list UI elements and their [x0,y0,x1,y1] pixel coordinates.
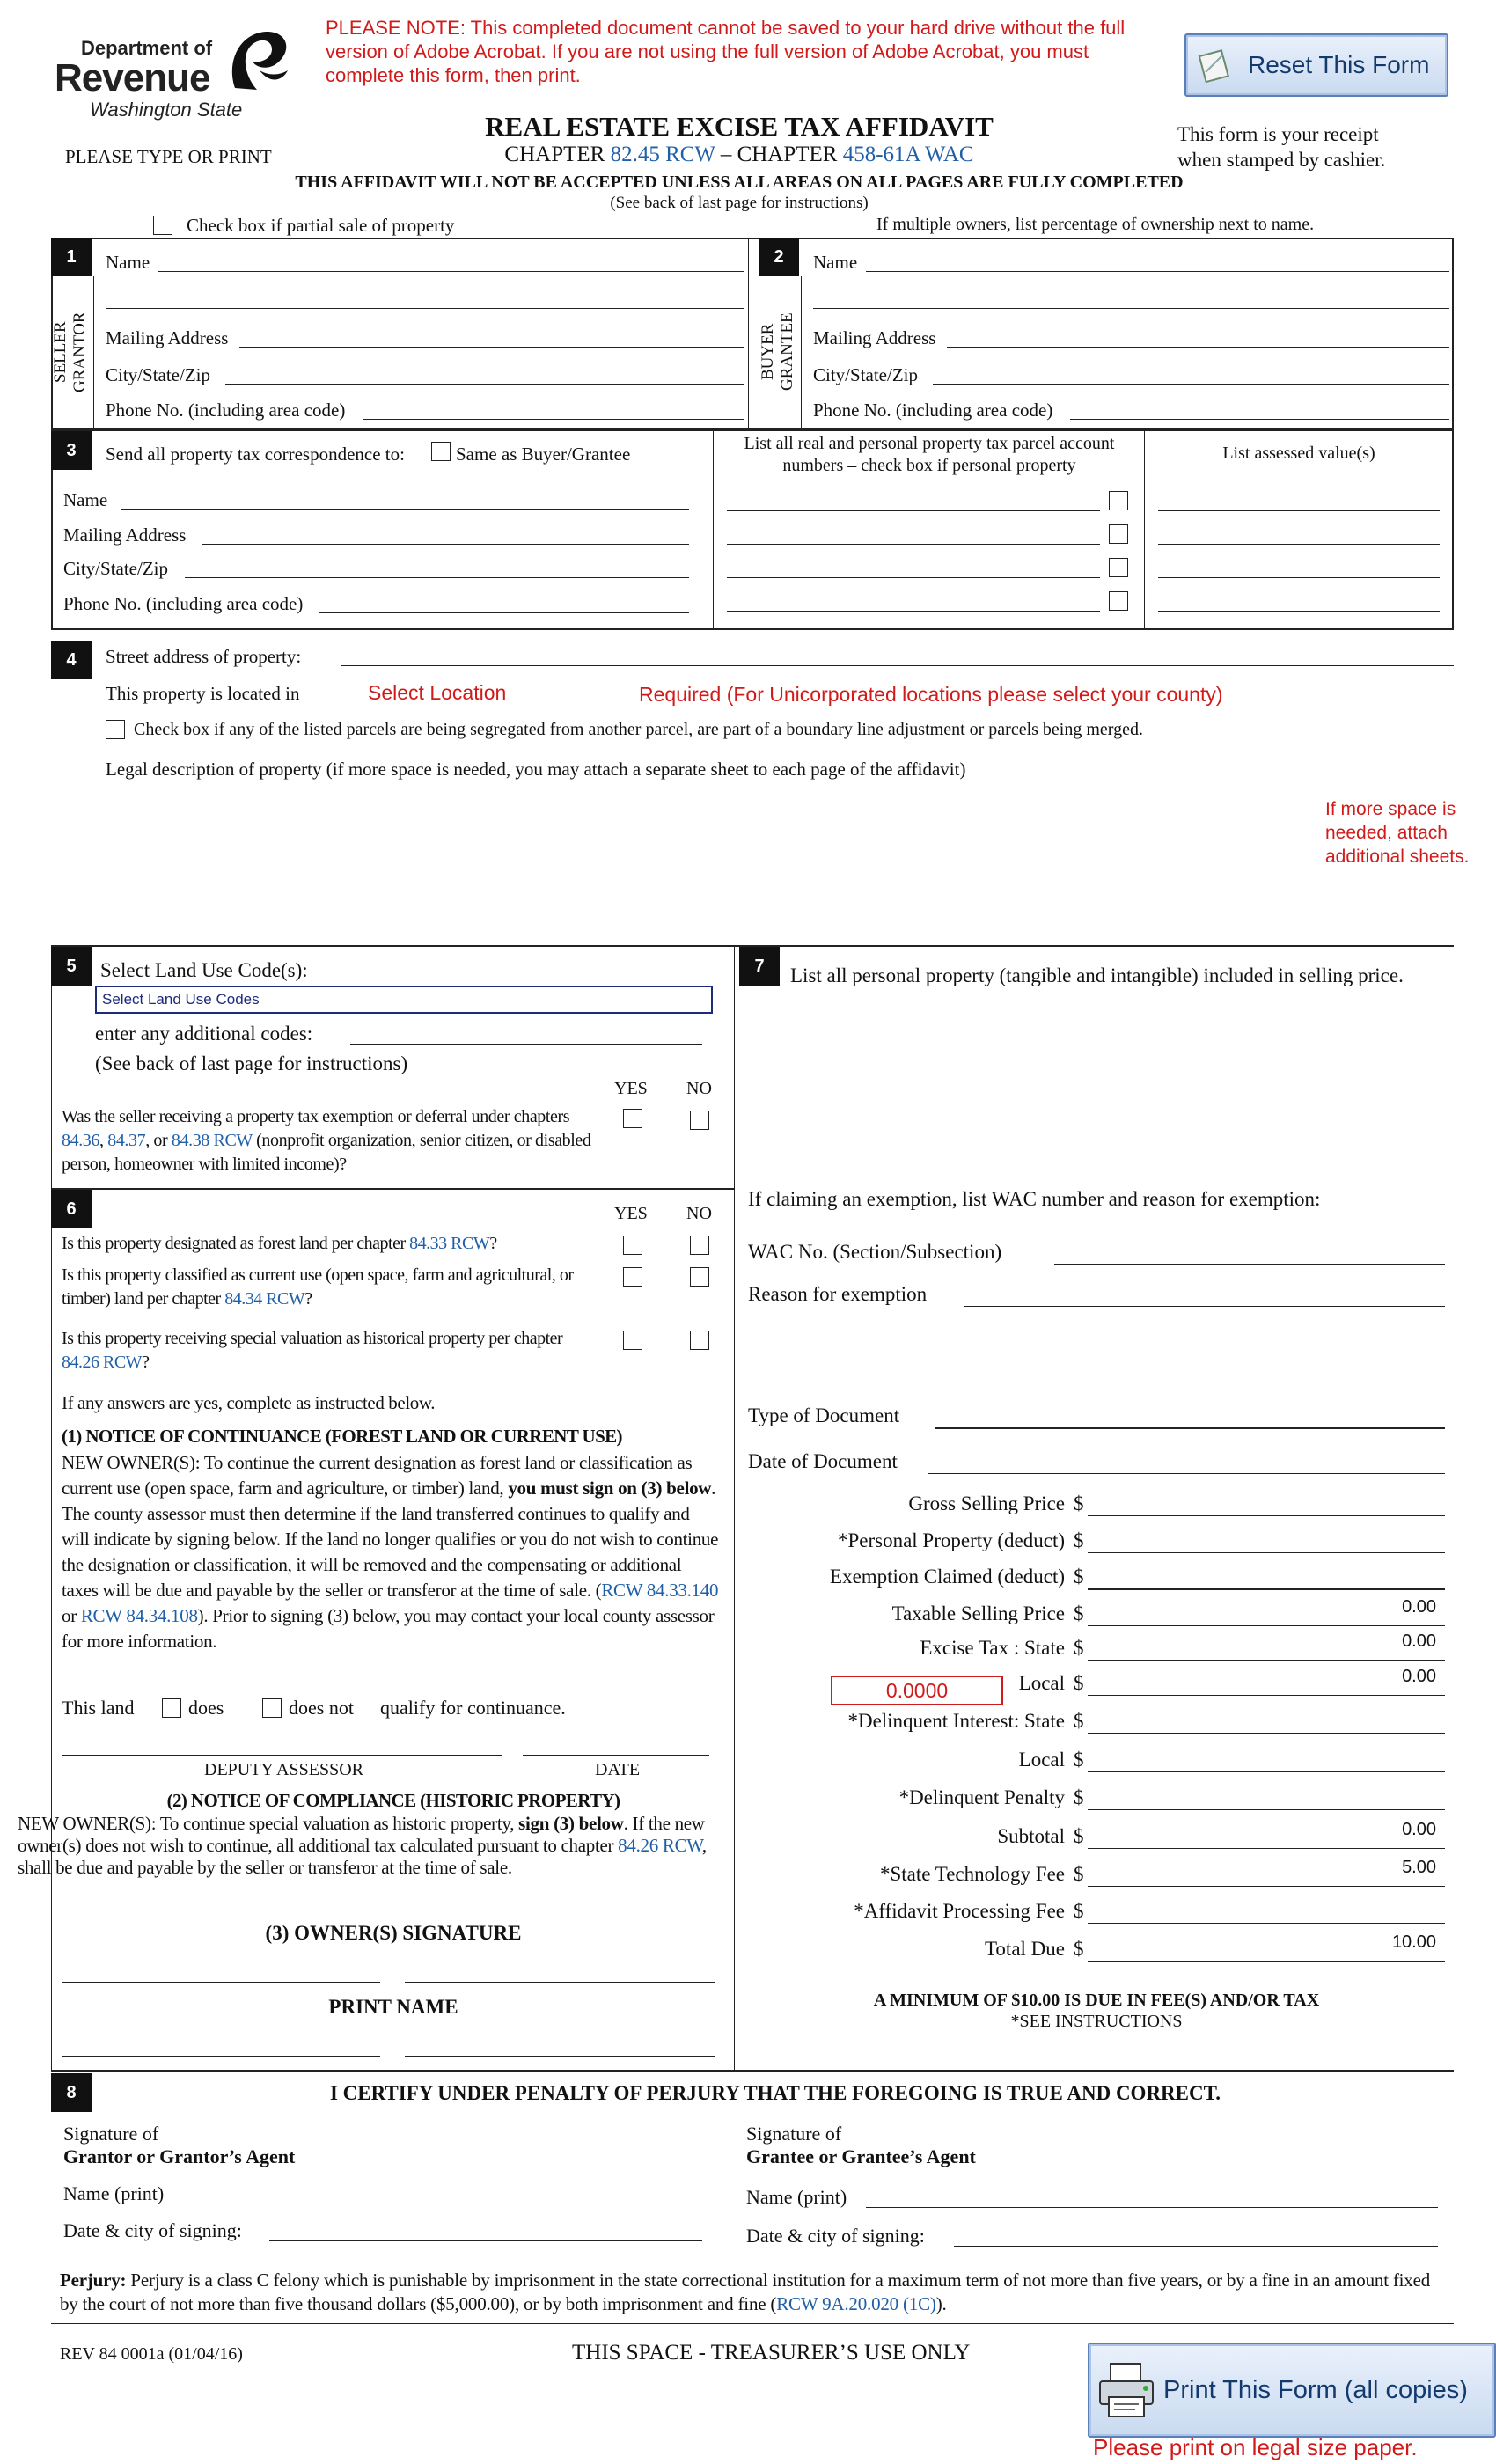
parcel-3-input[interactable] [727,577,1100,578]
additional-codes-label: enter any additional codes: [95,1023,313,1045]
notice2-c: , shall be due and payable by the seller or transferor at the time of sale. [18,1835,707,1878]
fee-label: Local [1018,1749,1065,1771]
fee-dollar-sign: $ [1074,1900,1084,1922]
notice1-a: NEW OWNER(S): To continue the current designation as forest land or classification as current use (open space, farm and agriculture, or timber) land, [62,1452,693,1499]
parcel-1-checkbox[interactable] [1109,491,1128,510]
seller-city-input[interactable] [225,384,744,385]
s6-q3-text: Is this property receiving special valuation as historical property per chapter [62,1329,563,1348]
treasurer-use-only: THIS SPACE - TREASURER’S USE ONLY [572,2341,971,2365]
exemption-label: If claiming an exemption, list WAC number and reason for exemption: [748,1188,1321,1210]
notice1-b: . The county assessor must then determine if the land transferred continues to qualify and will indicate by signing below. If the land no longer qualifies or you do not wish to continue the designation or classification, it will be removed and the compensating or additional taxes will be due and payable by the seller or transferor at the time of sale. ( [62,1478,719,1601]
s3-phone-label: Phone No. (including area code) [63,593,304,614]
s6-q2-no-checkbox[interactable] [690,1267,709,1287]
fee-label: Excise Tax : State [920,1637,1065,1659]
notice2-bold: sign (3) below [518,1813,624,1834]
s5-or: , or [145,1131,168,1150]
fee-label: Local [1018,1672,1065,1694]
rcw-84-26-link[interactable]: 84.26 RCW [62,1353,143,1372]
dor-logo [55,26,301,123]
printer-icon [1095,2358,1158,2422]
s6-no-header: NO [686,1204,712,1223]
fee-label: Subtotal [997,1825,1065,1847]
fee-dollar-sign: $ [1074,1938,1084,1960]
additional-codes-input[interactable] [350,1044,702,1045]
seller-mailing-input[interactable] [239,347,744,348]
s6-q1-yes-checkbox[interactable] [623,1236,642,1255]
parcel-2-input[interactable] [727,544,1100,545]
s6-q1-no-checkbox[interactable] [690,1236,709,1255]
notice1-bold: you must sign on (3) below [508,1478,712,1499]
select-location-dropdown[interactable]: Select Location [368,681,507,704]
personal-property-input[interactable] [748,1021,1443,1170]
grantor-date-input[interactable] [269,2240,702,2241]
parcel-header: List all real and personal property tax parcel account numbers – check box if personal property [744,434,1115,475]
wac-input[interactable] [1054,1264,1445,1265]
same-as-buyer-label: Same as Buyer/Grantee [456,444,631,465]
segregated-checkbox[interactable] [106,720,125,739]
rcw-84-26-notice-link[interactable]: 84.26 RCW [618,1835,702,1856]
deputy-assessor-label: DEPUTY ASSESSOR [204,1760,363,1779]
seller-grantor-label: SELLER GRANTOR [51,312,89,392]
land-use-dropdown[interactable] [95,986,713,1014]
section-8-number: 8 [51,2073,92,2112]
multiple-owners-note: If multiple owners, list percentage of ownership next to name. [876,215,1315,234]
date-label: DATE [595,1760,641,1779]
assessed-2-input[interactable] [1158,544,1440,545]
seller-mailing-label: Mailing Address [106,327,229,348]
rcw-9a-20-020-link[interactable]: RCW 9A.20.020 (1C) [776,2293,936,2314]
s6-q2-yes-checkbox[interactable] [623,1267,642,1287]
logo-line2: Revenue [55,56,210,99]
buyer-mailing-label: Mailing Address [813,327,936,348]
parcel-2-checkbox[interactable] [1109,524,1128,544]
fee-input[interactable] [1088,1848,1445,1849]
fee-label: *Delinquent Interest: State [847,1710,1065,1732]
chapter-wac-link[interactable]: 458-61A WAC [842,143,974,166]
s3-city-label: City/State/Zip [63,558,168,579]
chapter-line [370,143,1109,167]
minimum-due-note: A MINIMUM OF $10.00 IS DUE IN FEE(S) AND/OR TAX [873,1991,1320,2010]
buyer-name2-input[interactable] [813,308,1449,309]
fee-dollar-sign: $ [1074,1786,1084,1808]
rcw-84-36-link[interactable]: 84.36 [62,1131,100,1150]
personal-property-label: List all personal property (tangible and intangible) included in selling price. [790,964,1404,986]
grantor-agent-label: Grantor or Grantor’s Agent [63,2145,296,2167]
s3-name-label: Name [63,489,108,510]
s3-mailing-input[interactable] [202,544,689,545]
perjury-text: Perjury is a class C felony which is punishable by imprisonment in the state correctional institution for a maximum term of not more than five years, or by a fine in an amount fixed by the court of not more than five thousand dollars ($5,000.00), or by both imprisonment and fine ( [60,2270,1431,2314]
partial-sale-label: Check box if partial sale of property [187,215,455,236]
perjury-notice [60,2269,1450,2316]
grantor-name-label: Name (print) [63,2182,165,2204]
rcw-84-33-140-link[interactable]: RCW 84.33.140 [601,1580,719,1601]
s6-q3-yes-checkbox[interactable] [623,1331,642,1350]
reason-input-2[interactable] [748,1320,1445,1390]
owner-signature-2-input[interactable] [405,1982,715,1983]
local-rate-box[interactable] [831,1676,1003,1705]
parcel-4-input[interactable] [727,611,1100,612]
fee-label: Exemption Claimed (deduct) [830,1566,1065,1588]
fee-input[interactable] [1088,1515,1445,1516]
fee-dollar-sign: $ [1074,1749,1084,1771]
fee-dollar-sign: $ [1074,1863,1084,1885]
if-yes-note: If any answers are yes, complete as instructed below. [62,1392,436,1413]
rcw-84-38-link[interactable]: 84.38 RCW [171,1131,253,1150]
chapter-prefix: CHAPTER [504,143,605,166]
street-address-input[interactable] [341,665,1454,666]
certify-statement: I CERTIFY UNDER PENALTY OF PERJURY THAT THE FOREGOING IS TRUE AND CORRECT. [329,2082,1221,2104]
chapter-dash: – CHAPTER [720,143,838,166]
grantee-agent-label: Grantee or Grantee’s Agent [746,2145,976,2167]
assessor-date-input[interactable] [523,1755,709,1756]
fee-input[interactable] [1088,1923,1445,1924]
section-2-number: 2 [759,238,799,276]
form-title: REAL ESTATE EXCISE TAX AFFIDAVIT [485,111,994,142]
notice2-b: . If the new owner(s) does not wish to continue, all additional tax calculated pursuant to chapter [18,1813,705,1856]
acrobat-note: PLEASE NOTE: This completed document cannot be saved to your hard drive without the full version of Adobe Acrobat. If you are not using the full version of Adobe Acrobat, you must complete this form, then print. [326,17,1126,86]
notice1-c: ). Prior to signing (3) below, you may contact your local county assessor for more information. [62,1605,715,1652]
fee-value: 0.00 [1402,1820,1436,1839]
does-label: does [188,1697,224,1719]
fee-dollar-sign: $ [1074,1529,1084,1551]
legal-description-input[interactable] [106,788,1302,929]
seller-phone-input[interactable] [363,419,744,420]
assessed-1-input[interactable] [1158,510,1440,511]
fee-input[interactable] [1088,1625,1445,1626]
seller-name-input[interactable] [158,271,744,272]
s3-name-input[interactable] [121,509,689,510]
section-6-number: 6 [51,1190,92,1228]
see-instructions-note: *SEE INSTRUCTIONS [1010,2012,1183,2031]
fee-dollar-sign: $ [1074,1602,1084,1624]
fee-value: 5.00 [1402,1858,1436,1877]
fee-input[interactable] [1088,1809,1445,1810]
does-not-label: does not [289,1697,354,1719]
parcel-4-checkbox[interactable] [1109,591,1128,611]
assessed-4-input[interactable] [1158,611,1440,612]
receipt-note: This form is your receipt when stamped by cashier. [1177,123,1386,171]
s5-yes-header: YES [614,1079,648,1098]
reset-form-button[interactable] [1184,33,1448,97]
notice1-body [62,1450,722,1654]
section-7-number: 7 [739,947,780,986]
does-not-checkbox[interactable] [262,1698,282,1718]
logo-line1: Department of [81,37,213,59]
seller-city-label: City/State/Zip [106,364,210,385]
fee-input[interactable] [1088,1552,1445,1553]
print-name-title: PRINT NAME [328,1996,458,2018]
s5-question: Was the seller receiving a property tax exemption or deferral under chapters 84.36, 84.37, or 84.38 RCW (nonprofit organization, senior citizen, or disabled person, homeowner with limited income)? [62,1107,591,1174]
s5-no-checkbox[interactable] [690,1111,709,1130]
logo-line3: Washington State [90,99,243,121]
grantee-name-input[interactable] [866,2207,1438,2208]
rcw-84-34-108-link[interactable]: RCW 84.34.108 [80,1605,198,1626]
s3-city-input[interactable] [185,577,689,578]
s6-q3-no-checkbox[interactable] [690,1331,709,1350]
buyer-city-input[interactable] [933,384,1449,385]
more-space-note: If more space is needed, attach additional sheets. [1325,799,1470,867]
fee-label: *Affidavit Processing Fee [854,1900,1065,1922]
s5-no-header: NO [686,1079,712,1098]
seller-phone-label: Phone No. (including area code) [106,400,346,421]
type-document-input[interactable] [935,1427,1445,1429]
this-land-label: This land [62,1697,135,1719]
partial-sale-checkbox[interactable] [153,216,172,235]
section-1-number: 1 [51,238,92,276]
print-name-2-input[interactable] [405,2056,715,2057]
s6-q1: Is this property designated as forest land per chapter 84.33 RCW? [62,1234,497,1253]
s6-q1-text: Is this property designated as forest land per chapter [62,1234,406,1253]
grantee-date-input[interactable] [954,2246,1438,2247]
fee-dollar-sign: $ [1074,1492,1084,1514]
qualify-label: qualify for continuance. [380,1697,566,1719]
notice2-a: NEW OWNER(S): To continue special valuation as historic property, [18,1813,515,1834]
buyer-mailing-input[interactable] [947,347,1449,348]
date-document-input[interactable] [928,1473,1445,1474]
grantee-name-label: Name (print) [746,2186,847,2208]
grantor-date-label: Date & city of signing: [63,2219,242,2241]
local-rate-value: 0.0000 [885,1679,949,1702]
rcw-84-34-link[interactable]: 84.34 RCW [224,1289,305,1309]
s6-q2-text: Is this property classified as current use (open space, farm and agricultural, or timber) land per chapter [62,1265,574,1309]
land-use-dropdown-value: Select Land Use Codes [102,991,260,1008]
fee-label: *Personal Property (deduct) [837,1529,1065,1551]
fee-input[interactable] [1088,1771,1445,1772]
segregated-label: Check box if any of the listed parcels are being segregated from another parcel, are part of a boundary line adjustment or parcels being merged. [134,720,1143,739]
buyer-phone-input[interactable] [1070,419,1449,420]
s6-q2: Is this property classified as current use (open space, farm and agricultural, or timber) land per chapter 84.34 RCW? [62,1265,574,1309]
grantor-sig-of: Signature of [63,2123,159,2145]
s3-mailing-label: Mailing Address [63,524,187,546]
send-correspondence-label: Send all property tax correspondence to: [106,444,405,465]
reason-input[interactable] [964,1306,1445,1307]
fee-input[interactable] [1088,1660,1445,1661]
completion-warning: THIS AFFIDAVIT WILL NOT BE ACCEPTED UNLESS ALL AREAS ON ALL PAGES ARE FULLY COMPLETED [295,172,1184,192]
assessed-3-input[interactable] [1158,577,1440,578]
buyer-city-label: City/State/Zip [813,364,918,385]
fee-dollar-sign: $ [1074,1566,1084,1588]
does-checkbox[interactable] [162,1698,181,1718]
street-address-label: Street address of property: [106,646,302,667]
form-revision: REV 84 0001a (01/04/16) [60,2344,243,2364]
eraser-icon [1197,46,1236,84]
land-use-label: Select Land Use Code(s): [100,959,308,981]
location-required-note: Required (For Unicorporated locations please select your county) [639,683,1223,706]
print-form-label: Print This Form (all copies) [1163,2375,1468,2404]
buyer-grantee-label: BUYER GRANTEE [759,312,796,392]
chapter-rcw-link[interactable]: 82.45 RCW [610,143,715,166]
grantee-sig-of: Signature of [746,2123,842,2145]
seller-name-label: Name [106,252,150,273]
fee-input[interactable] [1088,1961,1445,1962]
fee-input[interactable] [1088,1886,1445,1887]
section-4-number: 4 [51,641,92,679]
rcw-84-33-link[interactable]: 84.33 RCW [409,1234,490,1253]
fee-value: 0.00 [1402,1632,1436,1651]
wac-label: WAC No. (Section/Subsection) [748,1241,1002,1263]
buyer-phone-label: Phone No. (including area code) [813,400,1053,421]
fee-dollar-sign: $ [1074,1825,1084,1847]
fee-label: *Delinquent Penalty [898,1786,1065,1808]
seller-name2-input[interactable] [106,308,744,309]
s3-phone-input[interactable] [319,612,689,613]
s5-yes-checkbox[interactable] [623,1109,642,1128]
owner-signature-title: (3) OWNER(S) SIGNATURE [265,1922,522,1944]
legal-size-note: Please print on legal size paper. [1093,2434,1418,2460]
section-divider [734,945,735,2070]
deputy-assessor-input[interactable] [62,1755,502,1756]
buyer-name-input[interactable] [866,271,1449,272]
fee-value: 10.00 [1391,1932,1436,1952]
date-document-label: Date of Document [748,1450,898,1472]
rcw-84-37-link[interactable]: 84.37 [107,1131,146,1150]
fee-value: 0.00 [1402,1597,1436,1617]
section-3-number: 3 [51,431,92,470]
reset-form-label: Reset This Form [1248,51,1430,78]
dor-swoosh-icon [217,26,297,97]
section-5-number: 5 [51,947,92,986]
notice1-or: or [62,1605,81,1626]
assessed-header: List assessed value(s) [1222,444,1375,463]
fee-input[interactable] [1088,1733,1445,1734]
same-as-buyer-checkbox[interactable] [431,442,451,461]
fee-dollar-sign: $ [1074,1710,1084,1732]
perjury-bold: Perjury: [60,2270,127,2291]
s5-q-prefix: Was the seller receiving a property tax exemption or deferral under chapters [62,1107,570,1126]
fee-dollar-sign: $ [1074,1672,1084,1694]
please-type: PLEASE TYPE OR PRINT [65,146,272,167]
fee-label: Gross Selling Price [908,1492,1065,1514]
s5-q-suffix: (nonprofit organization, senior citizen, or disabled person, homeowner with limited income)? [62,1131,591,1174]
fee-input[interactable] [1088,1588,1445,1590]
see-back-note: (See back of last page for instructions) [610,194,869,212]
legal-description-label: Legal description of property (if more space is needed, you may attach a separate sheet to each page of the affidavit) [106,759,966,780]
owner-signature-1-input[interactable] [62,1982,380,1983]
fee-value: 0.00 [1402,1667,1436,1686]
perjury-end: ). [935,2293,947,2314]
fee-label: Taxable Selling Price [891,1602,1065,1624]
print-name-1-input[interactable] [62,2056,380,2057]
type-document-label: Type of Document [748,1404,900,1426]
located-in-label: This property is located in [106,683,300,704]
notice2-title: (2) NOTICE OF COMPLIANCE (HISTORIC PROPERTY) [166,1790,620,1811]
fee-dollar-sign: $ [1074,1637,1084,1659]
grantee-date-label: Date & city of signing: [746,2225,925,2247]
parcel-1-input[interactable] [727,510,1100,511]
print-form-button[interactable] [1088,2343,1496,2438]
fee-label: Total Due [984,1938,1065,1960]
s6-yes-header: YES [614,1204,648,1223]
fee-label: *State Technology Fee [879,1863,1065,1885]
notice2-body [18,1813,722,1879]
s6-q3: Is this property receiving special valuation as historical property per chapter 84.26 RCW? [62,1329,563,1372]
buyer-name-label: Name [813,252,858,273]
parcel-3-checkbox[interactable] [1109,558,1128,577]
reason-label: Reason for exemption [748,1283,928,1305]
notice1-title: (1) NOTICE OF CONTINUANCE (FOREST LAND OR CURRENT USE) [62,1426,622,1447]
fee-input[interactable] [1088,1695,1445,1696]
s5-see-back: (See back of last page for instructions) [95,1052,408,1074]
